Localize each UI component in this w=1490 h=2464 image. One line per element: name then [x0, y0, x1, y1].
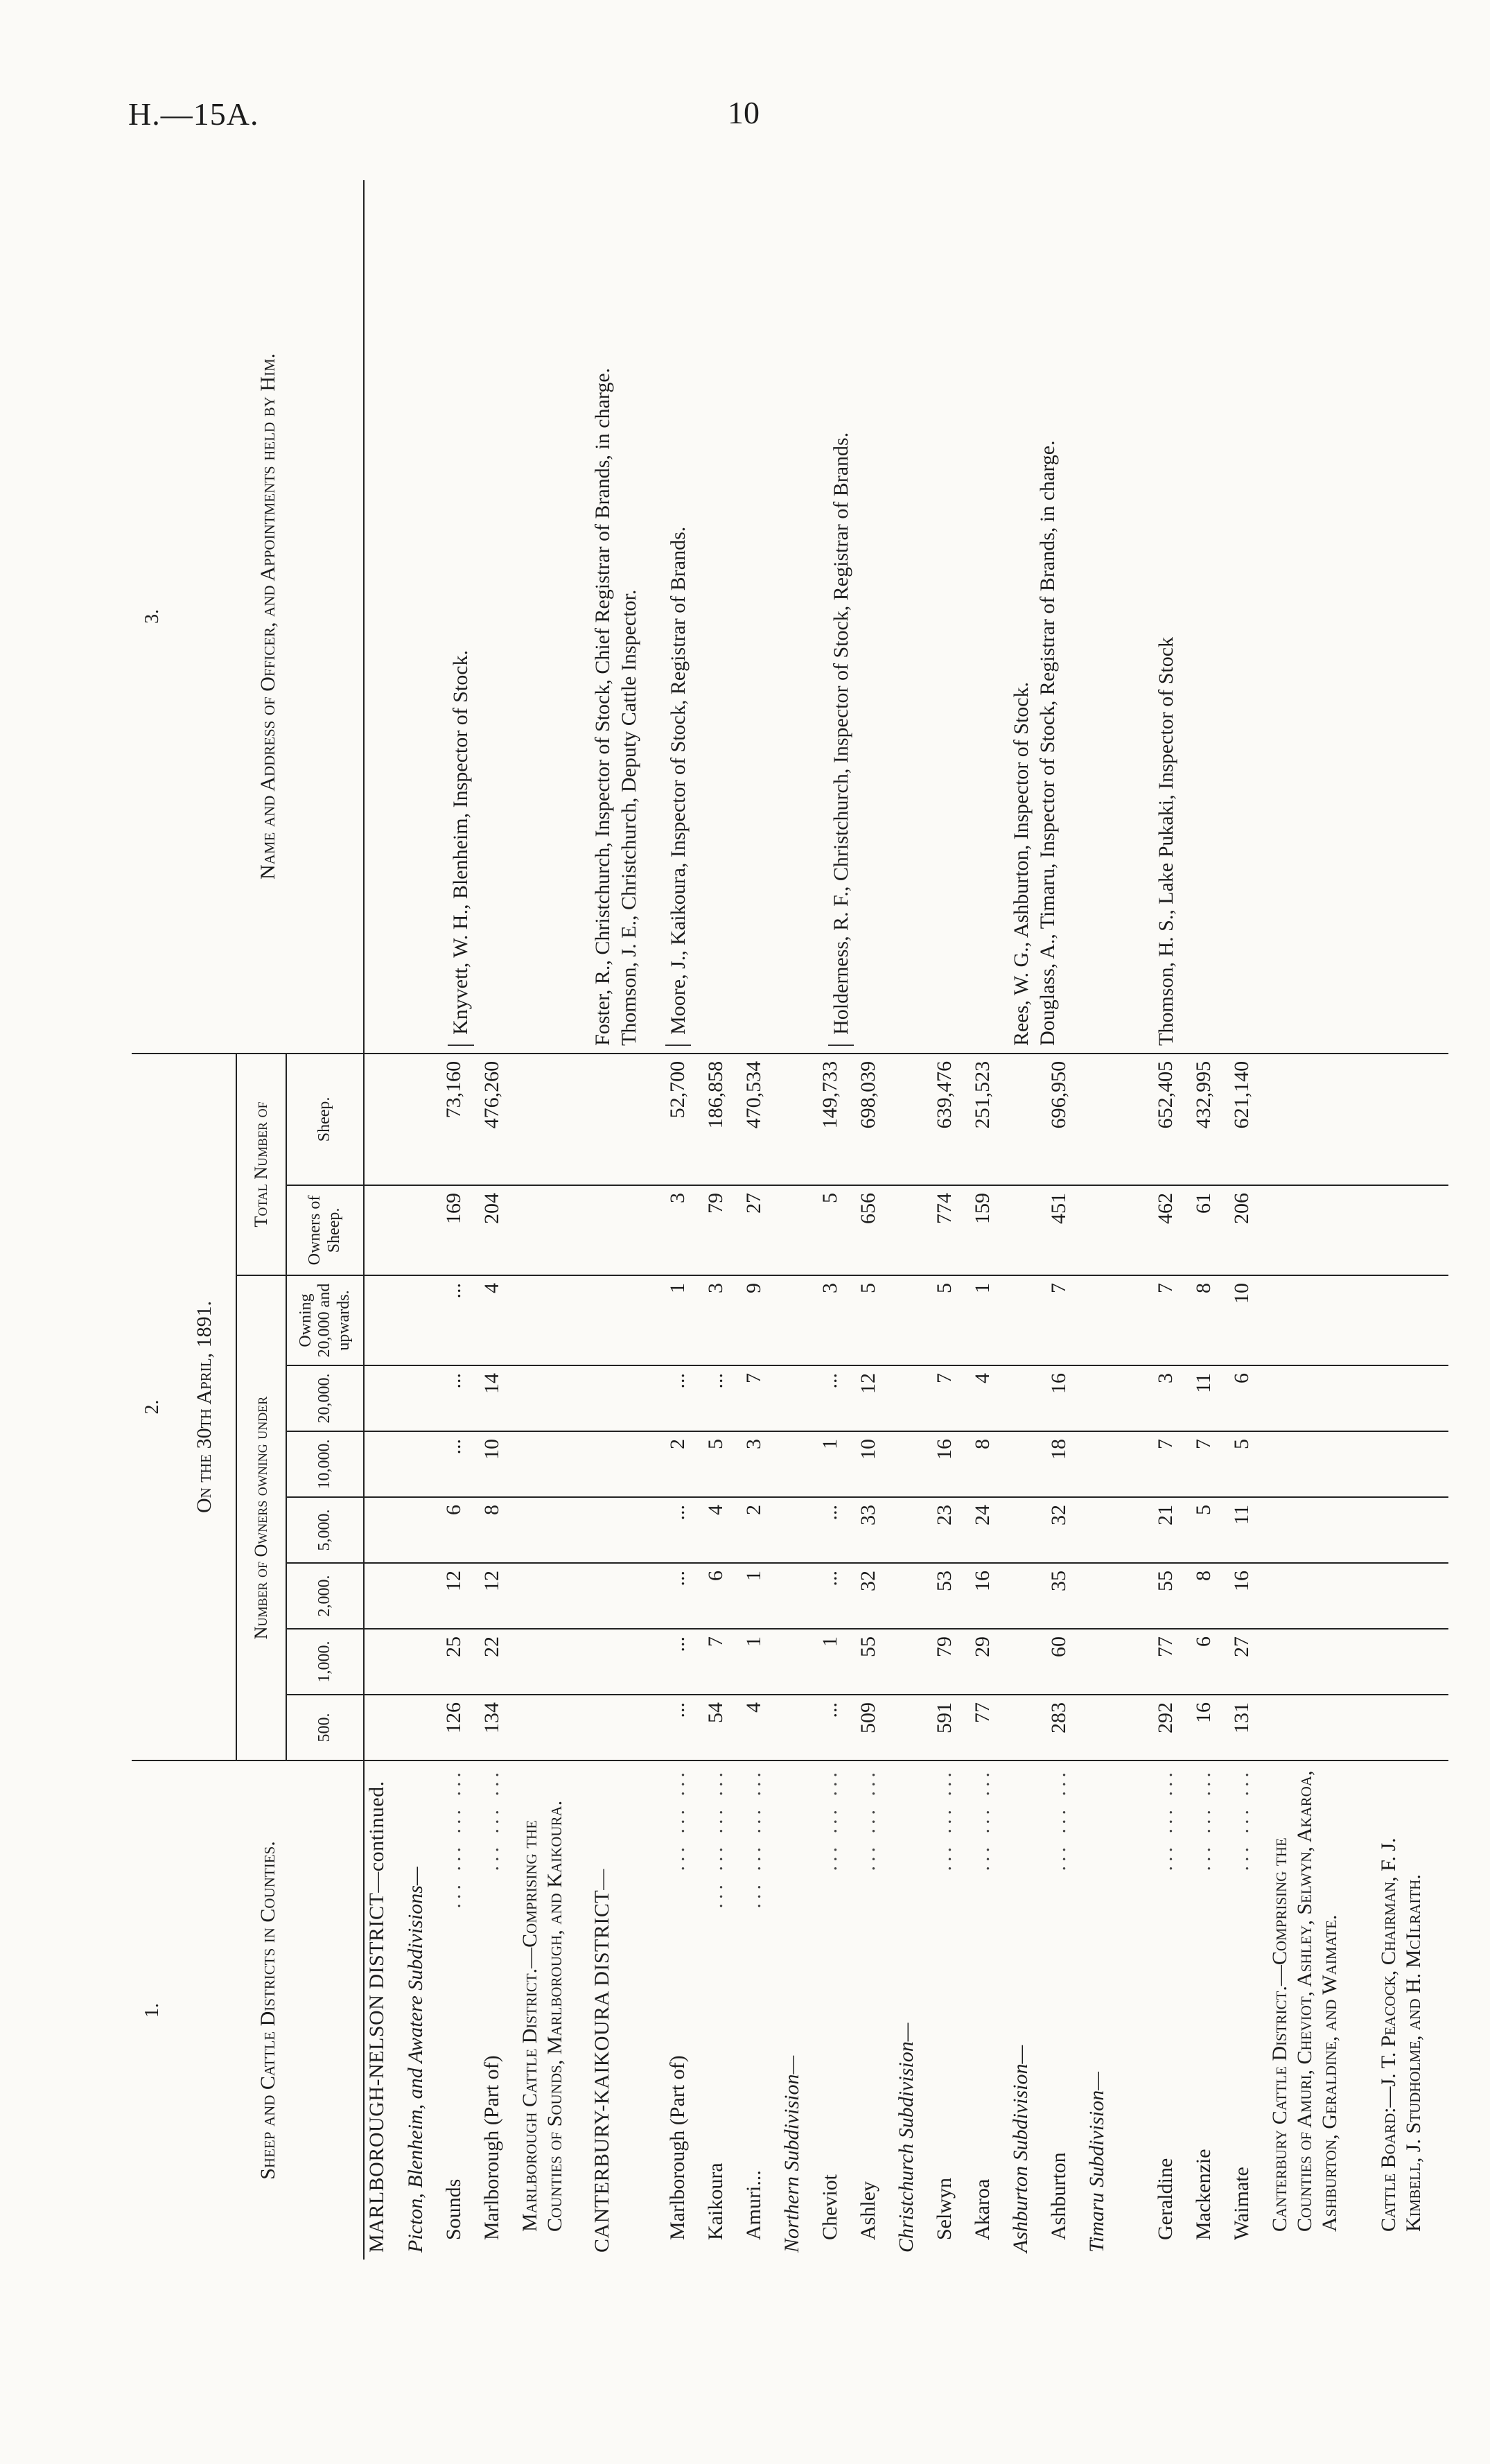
cell: 8	[970, 1431, 1008, 1497]
officer-cell	[780, 180, 1008, 1054]
subhead-label: Christchurch Subdivision—	[894, 1760, 932, 2260]
cell: 2	[742, 1497, 780, 1563]
officer-cell	[665, 180, 780, 1054]
cell: 3	[742, 1431, 780, 1497]
district-row	[364, 180, 403, 2260]
officer-entry: Foster, R., Christchurch, Inspector of Stock, Chief Registrar of Brands, in charge.	[591, 367, 615, 1046]
district-label: CANTERBURY-KAIKOURA DISTRICT—	[590, 1760, 665, 2260]
cell: ...	[665, 1365, 703, 1431]
cell: 6	[441, 1497, 480, 1563]
cell: 5	[1229, 1431, 1268, 1497]
cell: 77	[970, 1695, 1008, 1760]
cell: 16	[1229, 1563, 1268, 1629]
row-label: Waimate ... ... ...	[1229, 1760, 1268, 2260]
cell: 292	[1153, 1695, 1191, 1760]
cell: 7	[703, 1629, 742, 1695]
cell: 251,523	[970, 1054, 1008, 1185]
cell: 6	[703, 1563, 742, 1629]
officer-cell	[364, 180, 590, 1054]
cell: 5	[703, 1431, 742, 1497]
cell: 9	[742, 1275, 780, 1365]
page-header	[0, 0, 1490, 159]
cell: 470,534	[742, 1054, 780, 1185]
officer-entry: Thomson, J. E., Christchurch, Deputy Cattle Inspector.	[617, 589, 640, 1046]
cell: 1	[818, 1629, 856, 1695]
owners-under-header: Number of Owners owning under	[236, 1275, 286, 1760]
cell: ...	[441, 1431, 480, 1497]
cell: 6	[1229, 1365, 1268, 1431]
officer-cell	[1008, 180, 1123, 1054]
col1-number: 1.	[132, 1760, 173, 2260]
cell: 6	[1191, 1629, 1229, 1695]
cell: 12	[856, 1365, 894, 1431]
table-row	[1153, 180, 1191, 2260]
cell: 149,733	[818, 1054, 856, 1185]
row-label: Amuri... ... ... ... ...	[742, 1760, 780, 2260]
cell: 33	[856, 1497, 894, 1563]
col1-title: Sheep and Cattle Districts in Counties.	[173, 1760, 364, 2260]
note-label: Marlborough Cattle District.—Comprising the Counties of Sounds, Marlborough, and Kaikoura.	[518, 1760, 590, 2260]
cell: 21	[1153, 1497, 1191, 1563]
cell: 4	[742, 1695, 780, 1760]
cell: 7	[1153, 1431, 1191, 1497]
column-number-row	[132, 180, 173, 2260]
cell: 591	[932, 1695, 970, 1760]
cell: 169	[441, 1185, 480, 1275]
cell: 10	[856, 1431, 894, 1497]
cell: 186,858	[703, 1054, 742, 1185]
cell: 206	[1229, 1185, 1268, 1275]
cell: 8	[480, 1497, 518, 1563]
cell: 3	[665, 1185, 703, 1275]
cell: ...	[665, 1695, 703, 1760]
cell: 3	[818, 1275, 856, 1365]
officer-entry: Douglass, A., Timaru, Inspector of Stock, Registrar of Brands, in charge.	[1035, 440, 1059, 1046]
cell: 61	[1191, 1185, 1229, 1275]
cell: 16	[932, 1431, 970, 1497]
leaf-sheep: Sheep.	[286, 1054, 364, 1185]
cell: 509	[856, 1695, 894, 1760]
cell: 1	[665, 1275, 703, 1365]
cell: 54	[703, 1695, 742, 1760]
cell: ...	[665, 1629, 703, 1695]
row-label: Selwyn ... ... ...	[932, 1760, 970, 2260]
cell: 79	[703, 1185, 742, 1275]
cell: 8	[1191, 1563, 1229, 1629]
leaf-1000: 1,000.	[286, 1629, 364, 1695]
district-label: MARLBOROUGH-NELSON DISTRICT—continued.	[364, 1760, 403, 2260]
cell: 159	[970, 1185, 1008, 1275]
col3-number: 3.	[141, 609, 164, 624]
leaf-20000: 20,000.	[286, 1365, 364, 1431]
cell: 5	[932, 1275, 970, 1365]
cell: 4	[480, 1275, 518, 1365]
row-label: Sounds ... ... ... ...	[441, 1760, 480, 2260]
cell: 2	[665, 1431, 703, 1497]
col2-title: On the 30th April, 1891.	[173, 1054, 236, 1760]
officer-entry: Holderness, R. F., Christchurch, Inspector of Stock, Registrar of Brands.	[828, 187, 854, 1046]
cell: 10	[480, 1431, 518, 1497]
cell: 7	[932, 1365, 970, 1431]
row-label: Kaikoura ... ... ... ...	[703, 1760, 742, 2260]
cell: 23	[932, 1497, 970, 1563]
cell: 22	[480, 1629, 518, 1695]
cell: 14	[480, 1365, 518, 1431]
page-number: 10	[728, 95, 760, 130]
district-row	[590, 180, 665, 2260]
row-label: Akaroa ... ... ...	[970, 1760, 1008, 2260]
row-label: Ashley ... ... ...	[856, 1760, 894, 2260]
table-row	[665, 180, 703, 2260]
officer-cell	[590, 180, 665, 1054]
cell: 53	[932, 1563, 970, 1629]
cell: 77	[1153, 1629, 1191, 1695]
column-title-row	[173, 180, 236, 2260]
subhead-row	[1008, 180, 1046, 2260]
cell: 131	[1229, 1695, 1268, 1760]
cell: 621,140	[1229, 1054, 1268, 1185]
cell: 696,950	[1046, 1054, 1085, 1185]
cell: 27	[742, 1185, 780, 1275]
total-number-header: Total Number of	[236, 1054, 286, 1275]
cell: 12	[480, 1563, 518, 1629]
cell: 1	[970, 1275, 1008, 1365]
cell: 126	[441, 1695, 480, 1760]
cell: 451	[1046, 1185, 1085, 1275]
cell: 32	[856, 1563, 894, 1629]
cell: 11	[1191, 1365, 1229, 1431]
cell: 7	[742, 1365, 780, 1431]
officer-entry: Thomson, H. S., Lake Pukaki, Inspector of Stock	[1154, 636, 1177, 1046]
row-label: Mackenzie ... ... ...	[1191, 1760, 1229, 2260]
subhead-label: Timaru Subdivision—	[1085, 1760, 1123, 2260]
cell: ...	[441, 1365, 480, 1431]
cell: 52,700	[665, 1054, 703, 1185]
officer-entry: Rees, W. G., Ashburton, Inspector of Stock.	[1010, 681, 1033, 1046]
cell: 4	[970, 1365, 1008, 1431]
cell: 18	[1046, 1431, 1085, 1497]
cell: 3	[703, 1275, 742, 1365]
cell: 32	[1046, 1497, 1085, 1563]
cell: 55	[856, 1629, 894, 1695]
cell: 4	[703, 1497, 742, 1563]
cell: 8	[1191, 1275, 1229, 1365]
leaf-500: 500.	[286, 1695, 364, 1760]
cell: 7	[1191, 1431, 1229, 1497]
sheep-districts-table	[132, 180, 1448, 2260]
cell: 16	[1191, 1695, 1229, 1760]
cell: 25	[441, 1629, 480, 1695]
col2-number: 2.	[132, 1054, 173, 1760]
cell: 7	[1153, 1275, 1191, 1365]
cell: 16	[970, 1563, 1008, 1629]
cell: ...	[665, 1563, 703, 1629]
col3-title: Name and Address of Officer, and Appointments held by Him.	[173, 180, 364, 1054]
cell: 656	[856, 1185, 894, 1275]
cell: 476,260	[480, 1054, 518, 1185]
cell: 1	[818, 1431, 856, 1497]
cell: 432,995	[1191, 1054, 1229, 1185]
officer-cell	[1153, 180, 1448, 1054]
leaf-owners: Owners of Sheep.	[286, 1185, 364, 1275]
row-label: Cheviot ... ... ...	[818, 1760, 856, 2260]
cell: 639,476	[932, 1054, 970, 1185]
cell: 462	[1153, 1185, 1191, 1275]
cell: ...	[818, 1695, 856, 1760]
cell: 10	[1229, 1275, 1268, 1365]
cell: 16	[1046, 1365, 1085, 1431]
cell: 7	[1046, 1275, 1085, 1365]
cell: 29	[970, 1629, 1008, 1695]
cell: 5	[1191, 1497, 1229, 1563]
report-code: H.—15A.	[128, 96, 259, 132]
leaf-5000: 5,000.	[286, 1497, 364, 1563]
cell: ...	[703, 1365, 742, 1431]
subhead-label: Ashburton Subdivision—	[1008, 1760, 1046, 2260]
cell: 1	[742, 1629, 780, 1695]
subhead-label: Picton, Blenheim, and Awatere Subdivisions—	[403, 1760, 441, 2260]
subhead-label: Northern Subdivision—	[780, 1760, 818, 2260]
note-label: Cattle Board:—J. T. Peacock, Chairman, F. J. Kimbell, J. Studholme, and H. McIlraith.	[1376, 1760, 1448, 2260]
leaf-20000-upwards: Owning 20,000 and upwards.	[286, 1275, 364, 1365]
cell: 204	[480, 1185, 518, 1275]
cell: ...	[818, 1365, 856, 1431]
cell: ...	[441, 1275, 480, 1365]
cell: 35	[1046, 1563, 1085, 1629]
row-label: Marlborough (Part of) ... ... ...	[665, 1760, 703, 2260]
row-label: Geraldine ... ... ...	[1153, 1760, 1191, 2260]
note-label: Canterbury Cattle District.—Comprising the Counties of Amuri, Cheviot, Ashley, Selwyn, Akaroa, Ashburton, Geraldine, and Waimate.	[1268, 1760, 1376, 2260]
rotated-table	[132, 180, 1448, 2260]
cell: 5	[856, 1275, 894, 1365]
cell: 134	[480, 1695, 518, 1760]
cell: 283	[1046, 1695, 1085, 1760]
officer-entry: Moore, J., Kaikoura, Inspector of Stock, Registrar of Brands.	[665, 187, 692, 1046]
row-label: Marlborough (Part of) ... ... ...	[480, 1760, 518, 2260]
cell: ...	[818, 1563, 856, 1629]
leaf-10000: 10,000.	[286, 1431, 364, 1497]
cell: ...	[818, 1497, 856, 1563]
cell: 55	[1153, 1563, 1191, 1629]
cell: 11	[1229, 1497, 1268, 1563]
leaf-2000: 2,000.	[286, 1563, 364, 1629]
cell: 79	[932, 1629, 970, 1695]
cell: 652,405	[1153, 1054, 1191, 1185]
cell: 5	[818, 1185, 856, 1275]
cell: 774	[932, 1185, 970, 1275]
cell: 1	[742, 1563, 780, 1629]
cell: ...	[665, 1497, 703, 1563]
cell: 12	[441, 1563, 480, 1629]
cell: 73,160	[441, 1054, 480, 1185]
cell: 27	[1229, 1629, 1268, 1695]
officer-entry: Knyvett, W. H., Blenheim, Inspector of Stock.	[448, 187, 474, 1046]
cell: 3	[1153, 1365, 1191, 1431]
cell: 24	[970, 1497, 1008, 1563]
cell: 698,039	[856, 1054, 894, 1185]
row-label: Ashburton ... ... ...	[1046, 1760, 1085, 2260]
cell: 60	[1046, 1629, 1085, 1695]
subhead-row	[780, 180, 818, 2260]
